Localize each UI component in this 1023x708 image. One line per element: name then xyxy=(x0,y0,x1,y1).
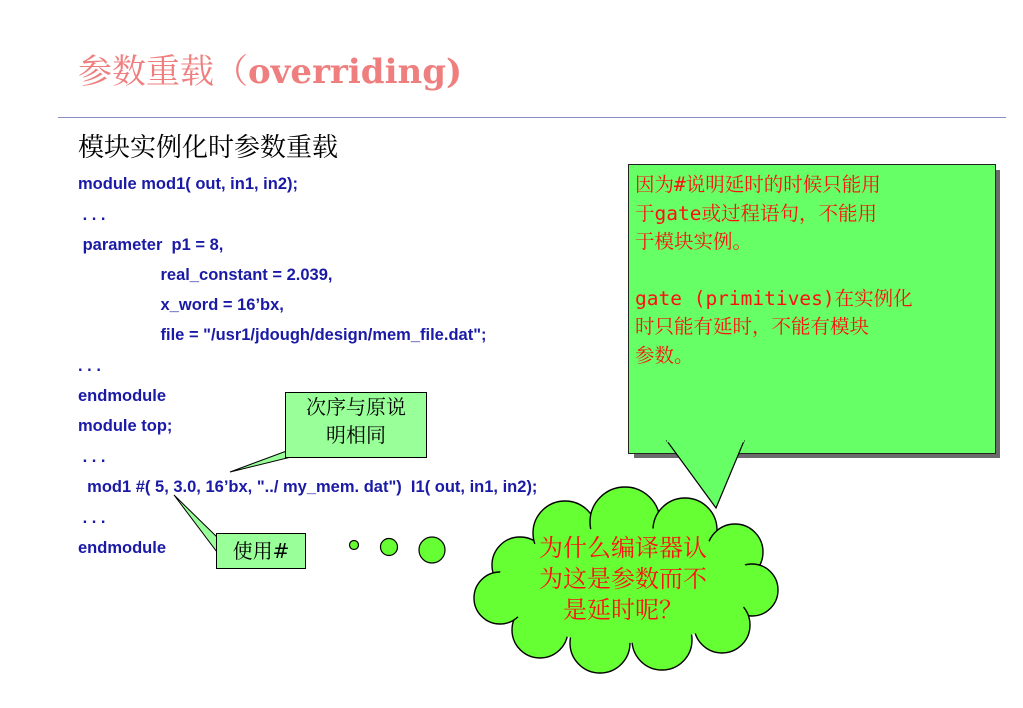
code-line-5: x_word = 16’bx, xyxy=(78,296,284,314)
code-line-11: mod1 #( 5, 3.0, 16’bx, "../ my_mem. dat") I1( out, in1, in2); xyxy=(78,478,538,496)
code-line-1: module mod1( out, in1, in2); xyxy=(78,175,298,193)
thought-line-2: 为这是参数而不 xyxy=(539,565,707,593)
callout-order-line-1: 次序与原说 xyxy=(306,395,406,419)
note-line-3: 于模块实例。 xyxy=(635,230,753,253)
code-line-6: file = "/usr1/jdough/design/mem_file.dat"; xyxy=(78,326,487,344)
note-line-6: 参数。 xyxy=(635,343,694,367)
thought-line-3: 是延时呢？ xyxy=(563,596,683,624)
note-line-5: 时只能有延时，不能有模块 xyxy=(635,315,870,338)
code-line-2: . . . xyxy=(78,206,106,224)
slide-subtitle: 模块实例化时参数重载 xyxy=(78,133,339,163)
thought-line-1: 为什么编译器认 xyxy=(539,534,707,562)
callout-use-hash: 使用# xyxy=(216,533,306,569)
thought-dot-large xyxy=(419,537,445,563)
code-line-9: module top; xyxy=(78,417,173,435)
code-line-7: . . . xyxy=(78,357,101,375)
code-line-3: parameter p1 = 8, xyxy=(78,236,224,254)
code-line-4: real_constant = 2.039, xyxy=(78,266,333,284)
note-line-2: 于gate或过程语句，不能用 xyxy=(635,201,877,225)
code-line-10: . . . xyxy=(78,448,106,466)
slide-title-cn: 参数重载（ xyxy=(78,52,248,92)
thought-bubble-text xyxy=(478,533,768,626)
slide-title-en: overriding) xyxy=(248,52,463,92)
note-line-4: gate (primitives)在实例化 xyxy=(635,286,913,310)
code-line-13: endmodule xyxy=(78,539,167,557)
thought-dot-small xyxy=(350,541,359,550)
note-line-1: 因为#说明延时的时候只能用 xyxy=(635,173,881,196)
thought-dot-medium xyxy=(381,539,398,556)
code-line-12: . . . xyxy=(78,509,106,527)
code-line-8: endmodule xyxy=(78,387,167,405)
callout-order-line-2: 明相同 xyxy=(326,423,386,447)
